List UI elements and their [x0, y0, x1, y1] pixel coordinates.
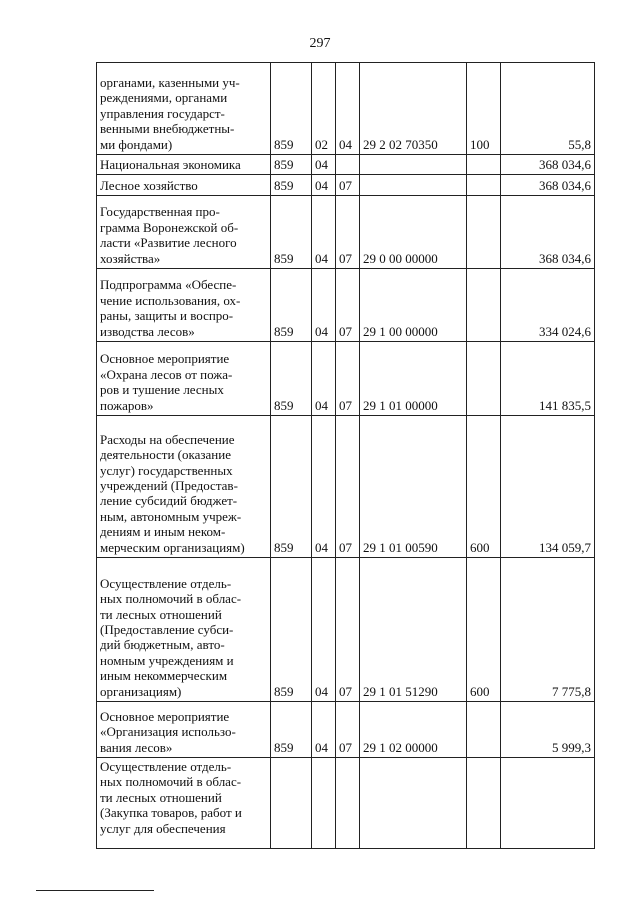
csr-code: 29 2 02 70350 [360, 63, 467, 155]
row-name: Осуществление отдель- ных полномочий в облас- ти лесных отношений (Закупка товаров, работ и услуг для обеспечения [97, 758, 271, 849]
amount-value: 5 999,3 [501, 702, 595, 758]
pr-code: 07 [336, 558, 360, 702]
gr-code: 859 [271, 416, 312, 558]
gr-code: 859 [271, 269, 312, 342]
rz-code: 04 [312, 175, 336, 196]
amount-value: 368 034,6 [501, 155, 595, 175]
rz-code: 04 [312, 155, 336, 175]
table-row [97, 196, 595, 269]
rz-code: 04 [312, 269, 336, 342]
amount-value [501, 758, 595, 849]
table-row [97, 758, 595, 849]
budget-table [96, 62, 595, 849]
vr-code [467, 702, 501, 758]
row-name: Национальная экономика [97, 155, 271, 175]
amount-value: 368 034,6 [501, 196, 595, 269]
pr-code [336, 758, 360, 849]
vr-code [467, 342, 501, 416]
pr-code: 07 [336, 342, 360, 416]
rz-code: 04 [312, 558, 336, 702]
gr-code: 859 [271, 342, 312, 416]
gr-code: 859 [271, 196, 312, 269]
table-row [97, 155, 595, 175]
amount-value: 55,8 [501, 63, 595, 155]
gr-code: 859 [271, 175, 312, 196]
vr-code [467, 196, 501, 269]
vr-code [467, 269, 501, 342]
gr-code: 859 [271, 702, 312, 758]
rz-code: 04 [312, 196, 336, 269]
pr-code: 07 [336, 702, 360, 758]
rz-code: 04 [312, 702, 336, 758]
csr-code: 29 1 02 00000 [360, 702, 467, 758]
csr-code: 29 0 00 00000 [360, 196, 467, 269]
vr-code [467, 155, 501, 175]
vr-code: 100 [467, 63, 501, 155]
gr-code [271, 758, 312, 849]
row-name: Расходы на обеспечение деятельности (оказание услуг) государственных учреждений (Предостав- ление субсидий бюджет- ным, автономным учреж- дениям и иным неком- мерческим организациям) [97, 416, 271, 558]
vr-code [467, 758, 501, 849]
csr-code [360, 175, 467, 196]
row-name: Осуществление отдель- ных полномочий в облас- ти лесных отношений (Предоставление субси- дий бюджетным, авто- номным учреждениям и иным некоммерческим организациям) [97, 558, 271, 702]
table-row [97, 175, 595, 196]
budget-table-body [97, 63, 595, 849]
table-row [97, 342, 595, 416]
amount-value: 134 059,7 [501, 416, 595, 558]
amount-value: 141 835,5 [501, 342, 595, 416]
pr-code: 07 [336, 175, 360, 196]
amount-value: 368 034,6 [501, 175, 595, 196]
pr-code [336, 155, 360, 175]
rz-code: 02 [312, 63, 336, 155]
vr-code [467, 175, 501, 196]
table-row [97, 558, 595, 702]
table-row [97, 702, 595, 758]
vr-code: 600 [467, 558, 501, 702]
gr-code: 859 [271, 63, 312, 155]
rz-code: 04 [312, 416, 336, 558]
row-name: Основное мероприятие «Охрана лесов от пожа- ров и тушение лесных пожаров» [97, 342, 271, 416]
table-row [97, 416, 595, 558]
row-name: Подпрограмма «Обеспе- чение использования, ох- раны, защиты и воспро- изводства лесов» [97, 269, 271, 342]
csr-code: 29 1 01 00000 [360, 342, 467, 416]
rz-code [312, 758, 336, 849]
row-name: Государственная про- грамма Воронежской об- ласти «Развитие лесного хозяйства» [97, 196, 271, 269]
pr-code: 07 [336, 269, 360, 342]
pr-code: 04 [336, 63, 360, 155]
gr-code: 859 [271, 155, 312, 175]
amount-value: 334 024,6 [501, 269, 595, 342]
amount-value: 7 775,8 [501, 558, 595, 702]
page-number: 297 [309, 36, 331, 51]
row-name: Основное мероприятие «Организация использо- вания лесов» [97, 702, 271, 758]
rz-code: 04 [312, 342, 336, 416]
vr-code: 600 [467, 416, 501, 558]
csr-code [360, 155, 467, 175]
gr-code: 859 [271, 558, 312, 702]
pr-code: 07 [336, 416, 360, 558]
table-row [97, 269, 595, 342]
csr-code: 29 1 01 00590 [360, 416, 467, 558]
csr-code [360, 758, 467, 849]
footnote-rule [36, 890, 154, 891]
csr-code: 29 1 01 51290 [360, 558, 467, 702]
csr-code: 29 1 00 00000 [360, 269, 467, 342]
table-row [97, 63, 595, 155]
row-name: Лесное хозяйство [97, 175, 271, 196]
pr-code: 07 [336, 196, 360, 269]
row-name: органами, казенными уч- реждениями, органами управления государст- венными внебюджетны- ми фондами) [97, 63, 271, 155]
